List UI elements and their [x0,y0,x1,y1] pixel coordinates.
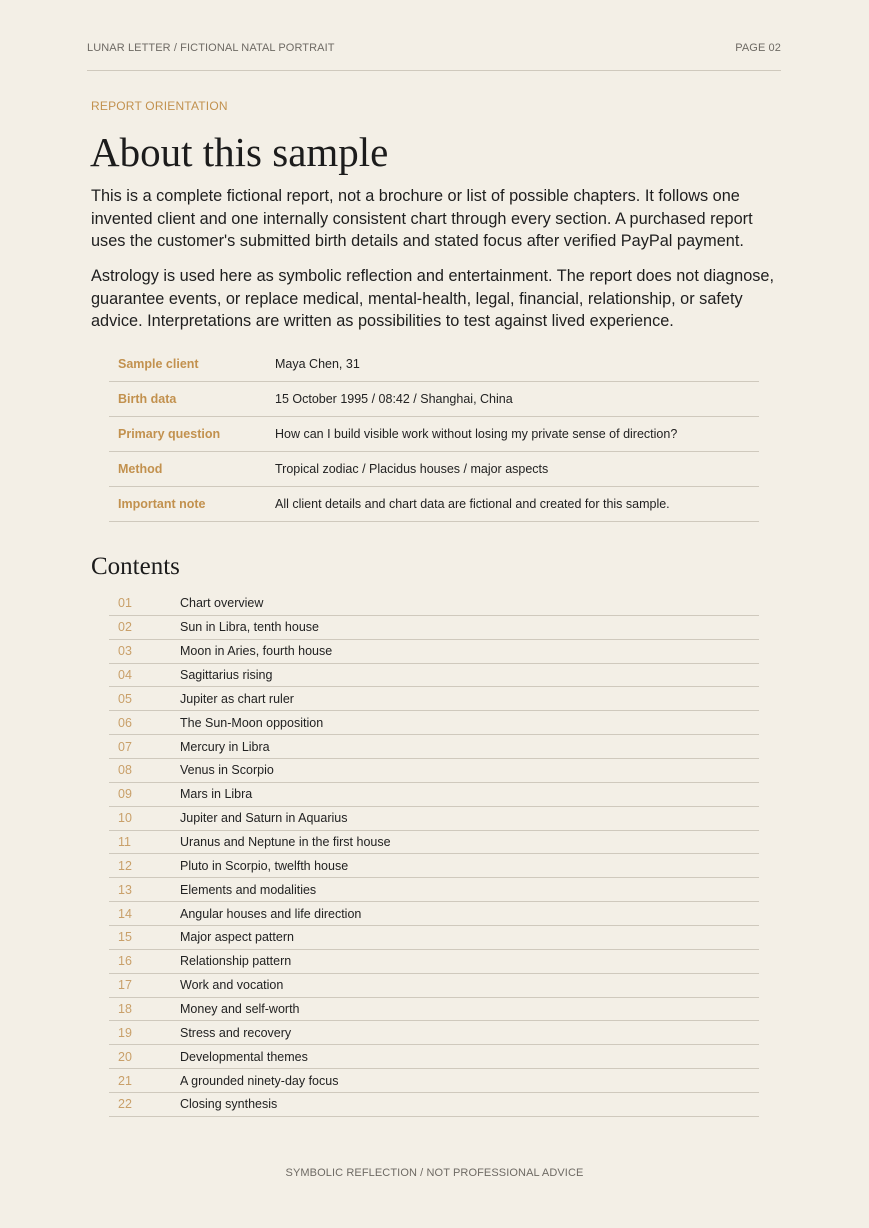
contents-list [109,592,759,1117]
contents-item-label: The Sun-Moon opposition [180,715,324,730]
contents-title: Contents [91,553,180,580]
contents-item-number: 19 [118,1025,132,1040]
contents-item-label: Venus in Scorpio [180,763,274,778]
contents-item-number: 11 [118,835,131,850]
contents-item-label: Work and vocation [180,978,284,993]
contents-item-number: 12 [118,858,132,873]
contents-item-number: 16 [118,954,132,969]
contents-item-label: Jupiter as chart ruler [180,691,294,706]
info-value: All client details and chart data are fictional and created for this sample. [275,497,670,511]
contents-item-label: Chart overview [180,596,264,611]
contents-item-number: 07 [118,739,132,754]
info-label: Primary question [118,427,221,441]
contents-item-number: 02 [118,620,132,635]
contents-item-number: 18 [118,1002,132,1017]
info-row [109,347,759,382]
contents-item-number: 13 [118,882,132,897]
page-title: About this sample [90,129,389,175]
contents-item-number: 22 [118,1097,132,1112]
contents-item [109,1021,759,1045]
contents-item-label: Sun in Libra, tenth house [180,620,319,635]
info-row [109,452,759,487]
contents-item [109,759,759,783]
contents-item [109,711,759,735]
contents-item-label: A grounded ninety-day focus [180,1073,339,1088]
contents-item [109,687,759,711]
contents-item-number: 05 [118,691,132,706]
info-row [109,382,759,417]
info-row [109,487,759,522]
contents-item-label: Closing synthesis [180,1097,278,1112]
contents-item-number: 01 [118,596,132,611]
page-number: PAGE 02 [735,42,781,54]
contents-item-label: Uranus and Neptune in the first house [180,835,391,850]
contents-item [109,831,759,855]
contents-item [109,1069,759,1093]
header-title: LUNAR LETTER / FICTIONAL NATAL PORTRAIT [87,42,335,54]
info-value: Tropical zodiac / Placidus houses / major aspects [275,462,549,476]
contents-item-label: Angular houses and life direction [180,906,362,921]
contents-item [109,926,759,950]
disclaimer-paragraph: Astrology is used here as symbolic reflection and entertainment. The report does not diagnose, guarantee events, or replace medical, mental-health, legal, financial, relationship, or safety advice. Interpretations are written as possibilities to test against lived experience. [91,267,774,330]
contents-item [109,1093,759,1117]
info-value: 15 October 1995 / 08:42 / Shanghai, China [275,392,513,406]
contents-item-label: Moon in Aries, fourth house [180,644,333,659]
contents-item-number: 15 [118,930,132,945]
contents-item [109,664,759,688]
contents-item [109,974,759,998]
contents-item-label: Pluto in Scorpio, twelfth house [180,858,349,873]
contents-item-label: Developmental themes [180,1049,308,1064]
contents-item-number: 14 [118,906,132,921]
info-value: Maya Chen, 31 [275,357,360,371]
contents-item-number: 09 [118,787,132,802]
contents-item [109,616,759,640]
page-footer: SYMBOLIC REFLECTION / NOT PROFESSIONAL ADVICE [285,1167,584,1179]
contents-item-number: 20 [118,1049,132,1064]
contents-item [109,735,759,759]
contents-item-label: Elements and modalities [180,882,317,897]
info-label: Sample client [118,357,199,371]
contents-item-number: 08 [118,763,132,778]
contents-item [109,807,759,831]
page-header [87,42,781,71]
contents-item-number: 21 [118,1073,132,1088]
contents-item [109,878,759,902]
info-label: Important note [118,497,206,511]
contents-item-label: Mars in Libra [180,787,253,802]
contents-item-label: Sagittarius rising [180,668,273,682]
contents-item [109,998,759,1022]
contents-item-label: Major aspect pattern [180,930,294,945]
info-label: Method [118,462,163,476]
contents-item [109,592,759,616]
intro-paragraph: This is a complete fictional report, not a brochure or list of possible chapters. It follows one invented client and one internally consistent chart through every section. A purchased report uses the customer's submitted birth details and stated focus after verified PayPal payment. [91,187,753,250]
sample-details-table [109,347,759,522]
contents-item-label: Stress and recovery [180,1025,292,1040]
contents-item-number: 04 [118,668,132,682]
contents-item [109,950,759,974]
section-eyebrow: REPORT ORIENTATION [91,99,228,113]
contents-item [109,902,759,926]
contents-item-number: 17 [118,978,132,993]
contents-item [109,854,759,878]
contents-item-number: 06 [118,715,132,730]
contents-item-number: 10 [118,811,132,826]
info-label: Birth data [118,392,177,406]
contents-item-label: Jupiter and Saturn in Aquarius [180,811,348,826]
contents-item-label: Relationship pattern [180,954,292,969]
contents-item [109,640,759,664]
contents-item-label: Money and self-worth [180,1002,300,1017]
info-row [109,417,759,452]
contents-item [109,1045,759,1069]
contents-item [109,783,759,807]
contents-item-label: Mercury in Libra [180,739,270,754]
info-value: How can I build visible work without losing my private sense of direction? [275,427,678,441]
contents-item-number: 03 [118,644,132,659]
